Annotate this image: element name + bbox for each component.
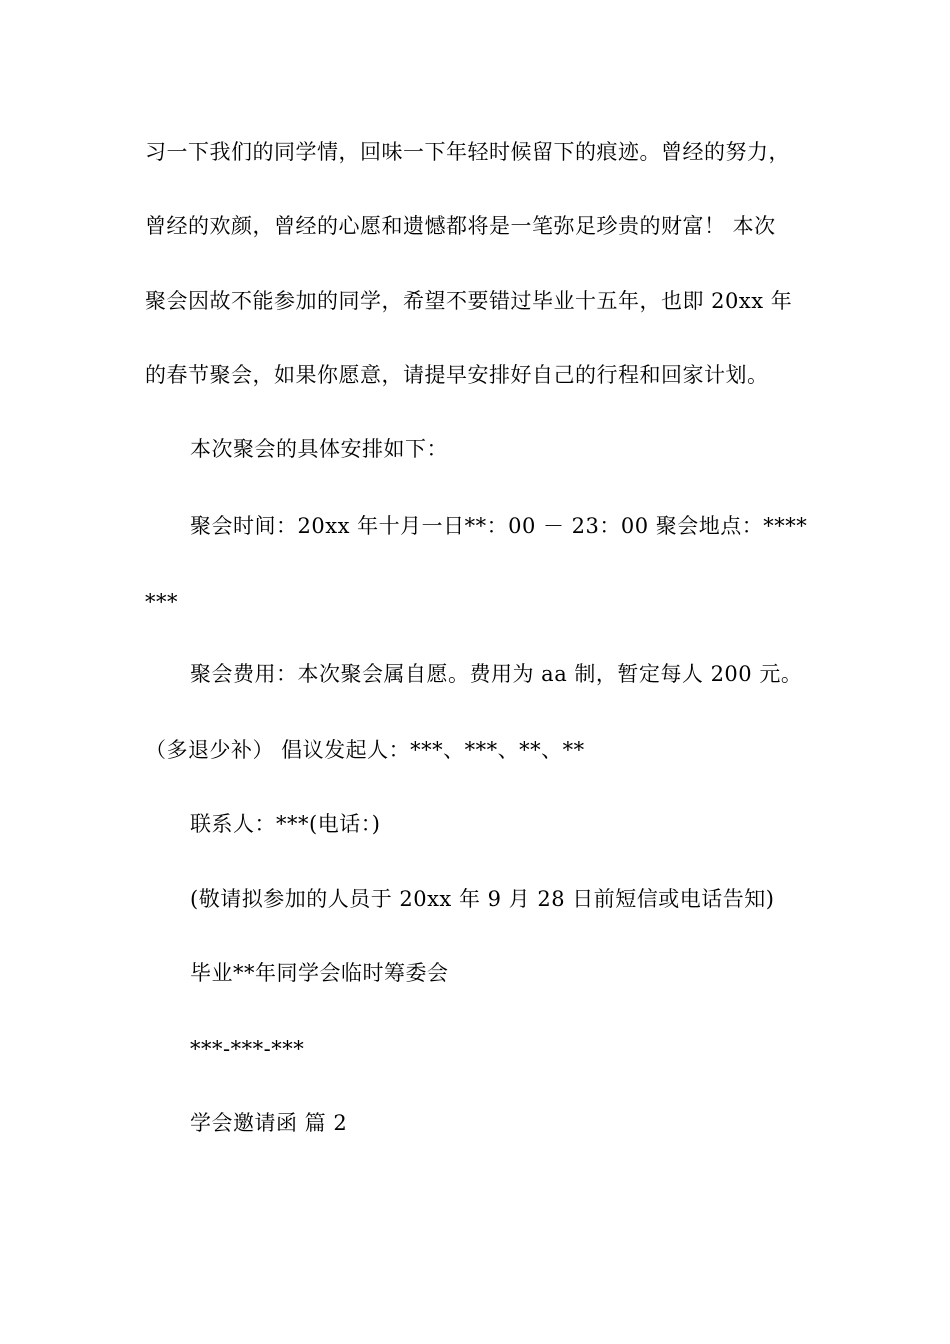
gathering-time-location: 聚会时间：20xx 年十月一日**：00 － 23：00 聚会地点：****	[190, 514, 808, 538]
paragraph-line-2: 曾经的欢颜，曾经的心愿和遗憾都将是一笔弥足珍贵的财富！ 本次	[145, 214, 776, 238]
gathering-location-continued: ***	[145, 590, 178, 614]
date-placeholder: ***-***-***	[190, 1037, 305, 1061]
rsvp-notice: (敬请拟参加的人员于 20xx 年 9 月 28 日前短信或电话告知)	[190, 887, 775, 911]
section-title: 学会邀请函 篇 2	[190, 1111, 348, 1135]
paragraph-line-4: 的春节聚会，如果你愿意，请提早安排好自己的行程和回家计划。	[145, 363, 769, 387]
contact-person: 联系人：***(电话：)	[190, 812, 381, 836]
arrangement-heading: 本次聚会的具体安排如下：	[190, 437, 448, 461]
paragraph-line-1: 习一下我们的同学情，回味一下年轻时候留下的痕迹。曾经的努力，	[145, 140, 790, 164]
paragraph-line-3: 聚会因故不能参加的同学，希望不要错过毕业十五年，也即 20xx 年	[145, 289, 793, 313]
initiators-line: （多退少补） 倡议发起人：***、***、**、**	[145, 738, 585, 762]
committee-signature: 毕业**年同学会临时筹委会	[190, 961, 449, 985]
gathering-fee: 聚会费用：本次聚会属自愿。费用为 aa 制，暂定每人 200 元。	[190, 662, 803, 686]
